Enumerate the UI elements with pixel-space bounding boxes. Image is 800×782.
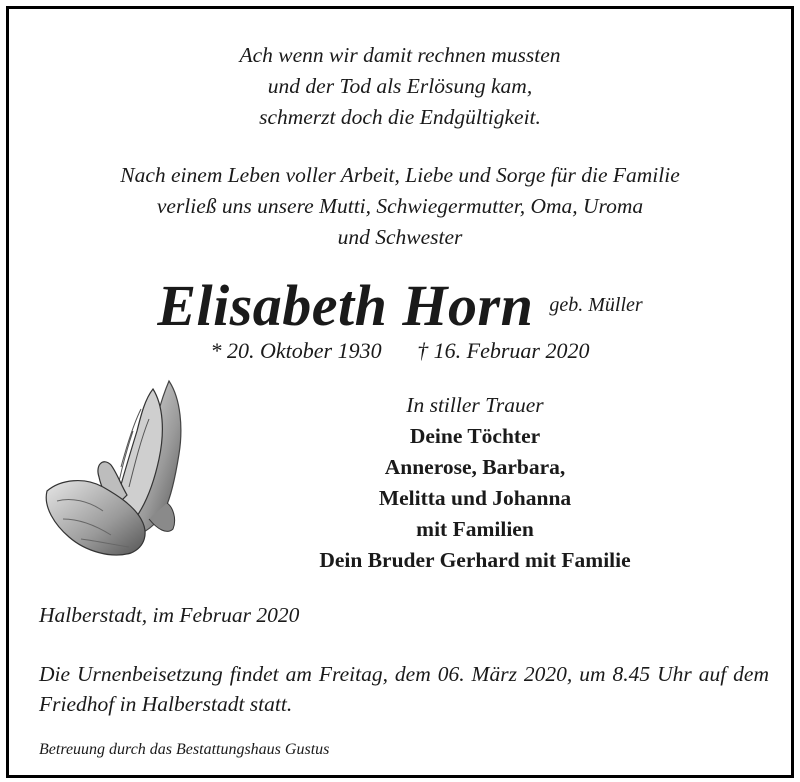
intro-line-3: und Schwester [337,225,463,249]
deceased-name-row [9,272,791,339]
mourners-line-2: Annerose, Barbara, [384,455,566,479]
mourners-line-1: Deine Töchter [409,424,541,448]
intro-text [9,160,791,253]
verse-line-2: und der Tod als Erlösung kam, [267,74,533,98]
mourners-line-5: Dein Bruder Gerhard mit Familie [319,548,631,572]
intro-line-1: Nach einem Leben voller Arbeit, Liebe und Sorge für die Familie [120,163,680,187]
verse-line-3: schmerzt doch die Endgültigkeit. [259,105,541,129]
birth-date: * 20. Oktober 1930 [210,338,382,363]
obituary-frame [6,6,794,778]
intro-line-2: verließ uns unsere Mutti, Schwiegermutter, Oma, Uroma [156,194,644,218]
life-dates [9,336,791,366]
undertaker-credit: Betreuung durch das Bestattungshaus Gustus [39,741,330,758]
maiden-name: geb. Müller [549,294,643,316]
mourners-line-4: mit Familien [416,517,534,541]
verse [9,40,791,133]
mourners-heading: In stiller Trauer [406,393,544,417]
mourners-block [159,390,791,576]
mourners-line-3: Melitta und Johanna [378,486,572,510]
death-date: † 16. Februar 2020 [417,338,590,363]
deceased-name: Elisabeth Horn [157,273,534,338]
verse-line-1: Ach wenn wir damit rechnen mussten [239,43,561,67]
burial-notice: Die Urnenbeisetzung findet am Freitag, dem 06. März 2020, um 8.45 Uhr auf dem Friedhof in Halberstadt statt. [39,662,769,716]
place-and-date: Halberstadt, im Februar 2020 [39,603,300,627]
